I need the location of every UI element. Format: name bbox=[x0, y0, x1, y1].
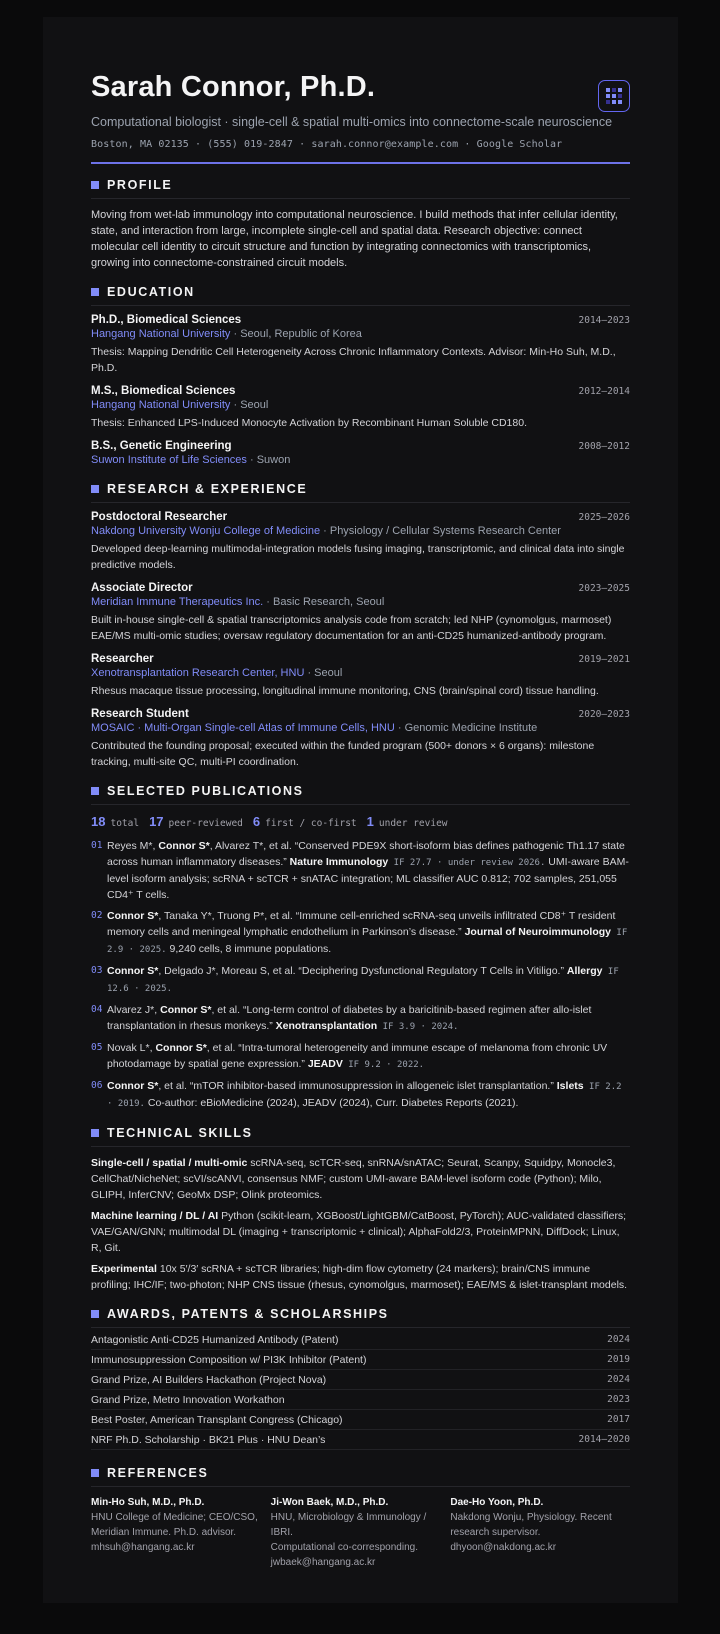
publication-item bbox=[91, 1002, 630, 1035]
section-marker-icon bbox=[91, 288, 99, 296]
degree-title: M.S., Biomedical Sciences bbox=[91, 385, 236, 397]
award-row bbox=[91, 1350, 630, 1370]
publication-note: 9,240 cells, 8 immune populations. bbox=[166, 943, 332, 955]
skill-category: Experimental bbox=[91, 1263, 157, 1275]
reference-email: dhyoon@nakdong.ac.kr bbox=[450, 1542, 557, 1553]
experience-section-title: RESEARCH & EXPERIENCE bbox=[91, 482, 630, 503]
award-row bbox=[91, 1430, 630, 1450]
institution-name: MOSAIC · Multi-Organ Single-cell Atlas of Immune Cells, HNU bbox=[91, 722, 395, 734]
reference-name: Ji-Won Baek, M.D., Ph.D. bbox=[270, 1497, 389, 1508]
experience-entry bbox=[91, 582, 630, 644]
publications-section-title: SELECTED PUBLICATIONS bbox=[91, 784, 630, 805]
award-date: 2023 bbox=[607, 1394, 630, 1405]
publication-stat bbox=[253, 813, 357, 831]
entry-header bbox=[91, 708, 630, 720]
profile-text: Moving from wet-lab immunology into computational neuroscience. I build methods that infer cellular identity, state, and interaction from large, incomplete single-cell and spatial data. Research objective: connect molecular cell identity to circuit structure and function by integrating connectomics with transcriptomics, growing into connectome-constrained circuit models. bbox=[91, 209, 618, 269]
authors-before: Alvarez J*, bbox=[107, 1004, 161, 1016]
date-range: 2023–2025 bbox=[578, 583, 630, 594]
publication-stat bbox=[91, 813, 139, 831]
role-description: Built in-house single-cell & spatial transcriptomics analysis code from scratch; led NHP (cynomolgus, marmoset) EAE/MS multi-omic studies; oversaw regulatory documentation for an anti-CD25 humanized-antibody program. bbox=[91, 614, 612, 642]
institution-name: Suwon Institute of Life Sciences bbox=[91, 454, 247, 466]
reference-name: Min-Ho Suh, M.D., Ph.D. bbox=[91, 1497, 205, 1508]
skills-list bbox=[91, 1155, 630, 1293]
award-label: Antagonistic Anti-CD25 Humanized Antibody (Patent) bbox=[91, 1333, 339, 1346]
date-range: 2025–2026 bbox=[578, 512, 630, 523]
award-label: Grand Prize, AI Builders Hackathon (Project Nova) bbox=[91, 1373, 327, 1386]
award-label: Best Poster, American Transplant Congress (Chicago) bbox=[91, 1413, 343, 1426]
institution-detail: · Physiology / Cellular Systems Research Center bbox=[320, 525, 561, 537]
skill-list: Python (scikit-learn, XGBoost/LightGBM/CatBoost, PyTorch); AUC-validated classifiers; VAE/GAN/GNN; multimodal DL (imaging + transcriptomic + clinical); AlphaFold2/3, ProteinMPNN, DiffDock; Linux, R, Git. bbox=[91, 1210, 627, 1254]
education-entry bbox=[91, 385, 630, 431]
award-date: 2019 bbox=[607, 1354, 630, 1365]
publication-text bbox=[107, 908, 630, 958]
stat-label: peer-reviewed bbox=[168, 818, 243, 829]
publication-number: 04 bbox=[91, 1004, 103, 1015]
award-row bbox=[91, 1410, 630, 1430]
date-range: 2020–2023 bbox=[578, 709, 630, 720]
journal-meta: IF 3.9 · 2024. bbox=[377, 1022, 459, 1032]
publication-note: Co-author: eBioMedicine (2024), JEADV (2024), Curr. Diabetes Reports (2021). bbox=[144, 1097, 519, 1109]
institution-name: Hangang National University bbox=[91, 328, 231, 340]
role-title: Researcher bbox=[91, 653, 154, 665]
references-section-title: REFERENCES bbox=[91, 1466, 630, 1487]
reference-role: Computational co-corresponding. bbox=[270, 1542, 418, 1553]
award-date: 2017 bbox=[607, 1414, 630, 1425]
stat-label: total bbox=[110, 818, 140, 829]
skill-row bbox=[91, 1208, 630, 1256]
experience-entry bbox=[91, 653, 630, 699]
publication-text bbox=[107, 838, 630, 903]
institution-name: Meridian Immune Therapeutics Inc. bbox=[91, 596, 264, 608]
journal-name: Journal of Neuroimmunology bbox=[464, 926, 611, 938]
publication-stat bbox=[367, 813, 448, 831]
thesis-text: Thesis: Enhanced LPS-Induced Monocyte Activation by Recombinant Human Soluble CD180. bbox=[91, 417, 527, 429]
thesis-text: Thesis: Mapping Dendritic Cell Heterogeneity Across Chronic Inflammatory Contexts. Advisor: Min-Ho Suh, M.D., Ph.D. bbox=[91, 346, 616, 374]
self-author: Connor S* bbox=[107, 1080, 159, 1092]
institution-detail: · Genomic Medicine Institute bbox=[394, 722, 538, 734]
publication-item bbox=[91, 908, 630, 958]
institution-name: Hangang National University bbox=[91, 399, 231, 411]
role-description: Rhesus macaque tissue processing, longitudinal immune monitoring, CNS (brain/spinal cord) tissue handling. bbox=[91, 685, 599, 697]
award-label: Immunosuppression Composition w/ PI3K Inhibitor (Patent) bbox=[91, 1353, 367, 1366]
journal-meta: IF 27.7 · under review 2026. bbox=[388, 858, 546, 868]
award-row bbox=[91, 1390, 630, 1410]
reference-email: jwbaek@hangang.ac.kr bbox=[270, 1557, 376, 1568]
award-row bbox=[91, 1370, 630, 1390]
publication-list bbox=[91, 838, 630, 1112]
education-entry bbox=[91, 440, 630, 468]
journal-name: Nature Immunology bbox=[289, 856, 389, 868]
reference-name: Dae-Ho Yoon, Ph.D. bbox=[450, 1497, 544, 1508]
self-author: Connor S* bbox=[158, 840, 210, 852]
date-range: 2012–2014 bbox=[578, 386, 630, 397]
authors-and-title: , Delgado J*, Moreau S, et al. “Deciphering Dysfunctional Regulatory T Cells in Vitiligo.” bbox=[158, 965, 567, 977]
reference-card bbox=[271, 1495, 451, 1570]
award-date: 2014–2020 bbox=[578, 1434, 630, 1445]
stat-label: first / co-first bbox=[265, 818, 357, 829]
degree-title: B.S., Genetic Engineering bbox=[91, 440, 232, 452]
logo-icon bbox=[598, 80, 630, 112]
role-description: Contributed the founding proposal; executed within the funded program (500+ donors × 6 organs): milestone tracking, multi-site QC, multi-PI coordination. bbox=[91, 740, 595, 768]
award-date: 2024 bbox=[607, 1334, 630, 1345]
entry-header bbox=[91, 511, 630, 523]
publication-number: 01 bbox=[91, 840, 103, 851]
publication-stats bbox=[91, 813, 630, 831]
institution-line bbox=[91, 327, 630, 342]
publication-number: 03 bbox=[91, 965, 103, 976]
institution-line bbox=[91, 595, 630, 610]
skill-row bbox=[91, 1261, 630, 1293]
journal-name: Xenotransplantation bbox=[275, 1020, 378, 1032]
degree-title: Ph.D., Biomedical Sciences bbox=[91, 314, 242, 326]
authors-before: Reyes M*, bbox=[107, 840, 159, 852]
stat-number: 6 bbox=[252, 814, 261, 829]
awards-list bbox=[91, 1330, 630, 1450]
section-marker-icon bbox=[91, 1310, 99, 1318]
publication-number: 05 bbox=[91, 1042, 103, 1053]
reference-email: mhsuh@hangang.ac.kr bbox=[91, 1542, 195, 1553]
publication-number: 06 bbox=[91, 1080, 103, 1091]
stat-number: 1 bbox=[366, 814, 374, 829]
publication-item bbox=[91, 963, 630, 997]
journal-name: JEADV bbox=[307, 1058, 343, 1070]
award-label: NRF Ph.D. Scholarship · BK21 Plus · HNU Dean’s bbox=[91, 1433, 326, 1446]
role-title: Research Student bbox=[91, 708, 189, 720]
authors-and-title: , et al. “mTOR inhibitor-based immunosuppression in allogeneic islet transplantation.” bbox=[158, 1080, 557, 1092]
skill-list: 10x 5′/3′ scRNA + scTCR libraries; high-dim flow cytometry (24 markers); brain/CNS immune profiling; IHC/IF; two-photon; NHP CNS tissue (rhesus, cynomolgus, marmoset); EAE/MS & islet-transplant models. bbox=[91, 1263, 628, 1291]
journal-meta: IF 12.6 · 2025. bbox=[107, 967, 619, 994]
reference-affiliation: HNU, Microbiology & Immunology / IBRI. bbox=[270, 1512, 427, 1538]
entry-header bbox=[91, 582, 630, 594]
date-range: 2008–2012 bbox=[578, 441, 630, 452]
skill-category: Single-cell / spatial / multi-omic bbox=[91, 1157, 248, 1169]
skill-category: Machine learning / DL / AI bbox=[91, 1210, 219, 1222]
self-author: Connor S* bbox=[155, 1042, 207, 1054]
reference-role: research supervisor. bbox=[450, 1527, 541, 1538]
section-marker-icon bbox=[91, 1129, 99, 1137]
entry-header bbox=[91, 385, 630, 397]
subtitle: Computational biologist · single-cell & spatial multi-omics into connectome-scale neuroscience bbox=[91, 115, 613, 129]
role-title: Associate Director bbox=[91, 582, 193, 594]
profile-section-title: PROFILE bbox=[91, 178, 630, 199]
journal-meta: IF 2.2 · 2019. bbox=[107, 1082, 622, 1109]
institution-location: · Seoul bbox=[230, 399, 269, 411]
authors-and-title: , Tanaka Y*, Truong P*, et al. “Immune cell-enriched scRNA-seq unveils infiltrated CD8⁺ T resident memory cells and meningeal lymphatic endothelium in Parkinson’s disease.” bbox=[107, 910, 616, 938]
publication-item bbox=[91, 1078, 630, 1112]
reference-card bbox=[450, 1495, 630, 1570]
institution-name: Nakdong University Wonju College of Medicine bbox=[91, 525, 321, 537]
authors-before: Novak L*, bbox=[107, 1042, 156, 1054]
publication-item bbox=[91, 838, 630, 903]
institution-line bbox=[91, 721, 630, 736]
contact-line: Boston, MA 02135 · (555) 019-2847 · sarah.connor@example.com · Google Scholar bbox=[91, 139, 563, 150]
stat-number: 17 bbox=[149, 814, 164, 829]
resume-page bbox=[43, 17, 678, 1603]
award-label: Grand Prize, Metro Innovation Workathon bbox=[91, 1393, 285, 1406]
award-row bbox=[91, 1330, 630, 1350]
skill-row bbox=[91, 1155, 630, 1203]
section-marker-icon bbox=[91, 485, 99, 493]
authors-and-title: , Alvarez T*, et al. “Conserved PDE9X short-isoform bias defines pathogenic Th1.17 state across human inflammatory diseases.” bbox=[107, 840, 625, 868]
self-author: Connor S* bbox=[107, 910, 159, 922]
experience-list bbox=[91, 511, 630, 770]
education-section-title: EDUCATION bbox=[91, 285, 630, 306]
journal-meta: IF 9.2 · 2022. bbox=[342, 1060, 425, 1070]
institution-line bbox=[91, 524, 630, 539]
entry-header bbox=[91, 440, 630, 452]
entry-header bbox=[91, 653, 630, 665]
institution-line bbox=[91, 398, 630, 413]
institution-line bbox=[91, 666, 630, 681]
publication-number: 02 bbox=[91, 910, 103, 921]
authors-and-title: , et al. “Intra-tumoral heterogeneity and immune escape of melanoma from chronic UV photodamage by spatial gene expression.” bbox=[107, 1042, 608, 1070]
section-marker-icon bbox=[91, 1469, 99, 1477]
section-marker-icon bbox=[91, 787, 99, 795]
publication-text bbox=[107, 1040, 630, 1073]
experience-entry bbox=[91, 708, 630, 770]
name-heading: Sarah Connor, Ph.D. bbox=[91, 71, 376, 103]
publication-note: UMI-aware BAM-level isoform analysis; scRNA + scTCR + snATAC integration; ML classifier AUC 0.812; 702 samples, 251,055 CD4⁺ T cells. bbox=[107, 856, 629, 901]
date-range: 2014–2023 bbox=[578, 315, 630, 326]
journal-name: Allergy bbox=[566, 965, 603, 977]
award-date: 2024 bbox=[607, 1374, 630, 1385]
publication-text bbox=[107, 1078, 630, 1112]
authors-and-title: , et al. “Long-term control of diabetes by a baricitinib-based regimen after allo-islet transplantation in rhesus monkeys.” bbox=[107, 1004, 592, 1032]
entry-header bbox=[91, 314, 630, 326]
education-entry bbox=[91, 314, 630, 376]
reference-role: Meridian Immune. Ph.D. advisor. bbox=[91, 1527, 237, 1538]
header-rule bbox=[91, 162, 630, 164]
stat-label: under review bbox=[378, 818, 448, 829]
experience-entry bbox=[91, 511, 630, 573]
institution-location: · Seoul, Republic of Korea bbox=[230, 328, 362, 340]
education-list bbox=[91, 314, 630, 468]
institution-detail: · Seoul bbox=[304, 667, 343, 679]
references-list bbox=[91, 1495, 630, 1570]
journal-name: Islets bbox=[556, 1080, 584, 1092]
role-description: Developed deep-learning multimodal-integration models fusing imaging, transcriptomic, and clinical data into single predictive models. bbox=[91, 543, 625, 571]
institution-location: · Suwon bbox=[246, 454, 291, 466]
publication-item bbox=[91, 1040, 630, 1073]
journal-meta: IF 2.9 · 2025. bbox=[107, 928, 628, 955]
institution-line bbox=[91, 453, 630, 468]
reference-card bbox=[91, 1495, 271, 1570]
self-author: Connor S* bbox=[160, 1004, 212, 1016]
reference-affiliation: Nakdong Wonju, Physiology. Recent bbox=[450, 1512, 612, 1523]
role-title: Postdoctoral Researcher bbox=[91, 511, 228, 523]
institution-detail: · Basic Research, Seoul bbox=[263, 596, 385, 608]
stat-number: 18 bbox=[91, 814, 106, 829]
date-range: 2019–2021 bbox=[578, 654, 630, 665]
publication-stat bbox=[149, 813, 243, 831]
awards-section-title: AWARDS, PATENTS & SCHOLARSHIPS bbox=[91, 1307, 630, 1328]
skill-list: scRNA-seq, scTCR-seq, snRNA/snATAC; Seurat, Scanpy, Squidpy, Monocle3, CellChat/NicheNet; scVI/scANVI, consensus NMF; custom UMI-aware BAM-level isoform code (Python); Milo, GLIPH, InferCNV; GeoMx DSP; Olink proteomics. bbox=[91, 1157, 616, 1201]
skills-section-title: TECHNICAL SKILLS bbox=[91, 1126, 630, 1147]
self-author: Connor S* bbox=[107, 965, 159, 977]
reference-affiliation: HNU College of Medicine; CEO/CSO, bbox=[91, 1512, 258, 1523]
section-marker-icon bbox=[91, 181, 99, 189]
publication-text bbox=[107, 963, 630, 997]
institution-name: Xenotransplantation Research Center, HNU bbox=[91, 667, 305, 679]
publication-text bbox=[107, 1002, 630, 1035]
